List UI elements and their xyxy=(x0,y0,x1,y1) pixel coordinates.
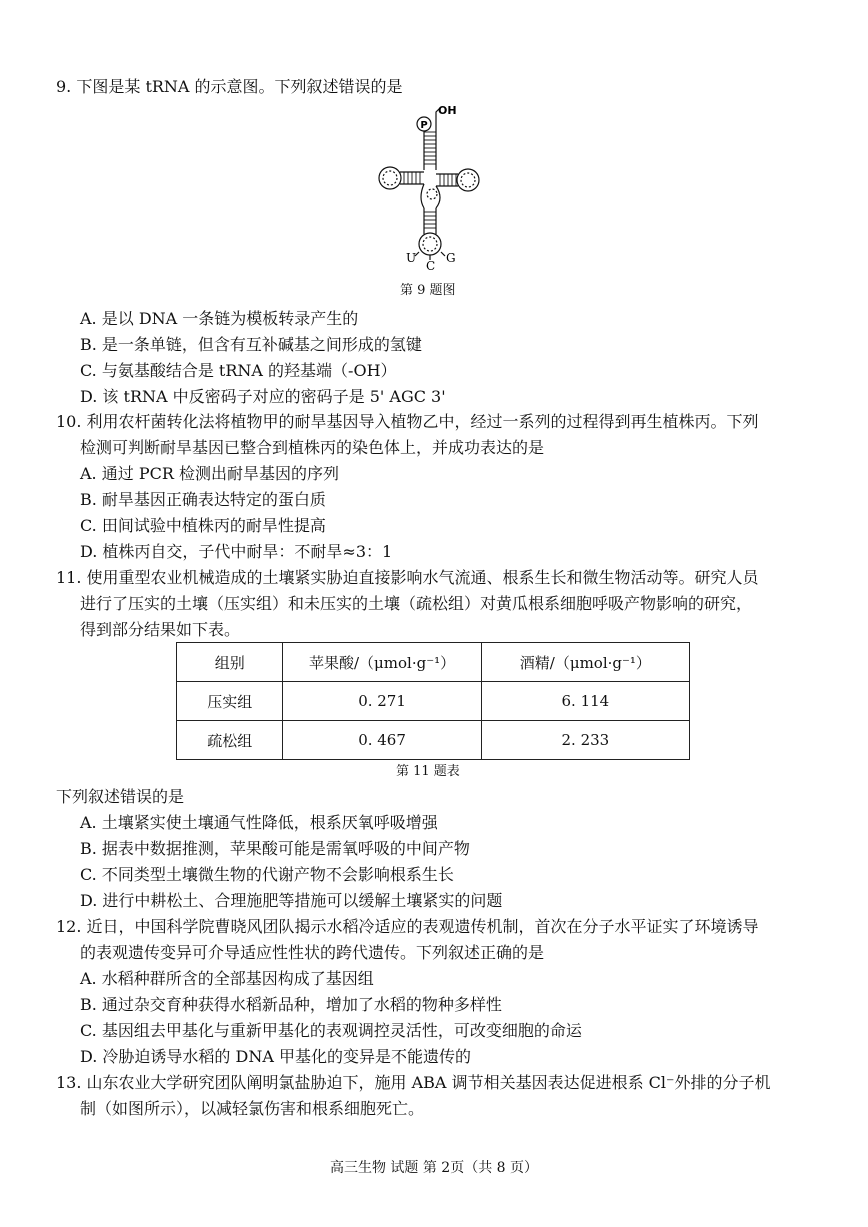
table-cell: 2. 233 xyxy=(481,721,689,760)
q10-option-d: D. 植株丙自交，子代中耐旱：不耐旱≈3：1 xyxy=(80,542,393,561)
q11-option-b: B. 据表中数据推测，苹果酸可能是需氧呼吸的中间产物 xyxy=(80,839,470,858)
q11-table-caption: 第 11 题表 xyxy=(396,764,460,779)
q11-option-d: D. 进行中耕松土、合理施肥等措施可以缓解土壤紧实的问题 xyxy=(80,891,503,910)
q11-stem-line-2: 进行了压实的土壤（压实组）和未压实的土壤（疏松组）对黄瓜根系细胞呼吸产物影响的研究， xyxy=(80,594,753,613)
q12-option-c: C. 基因组去甲基化与重新甲基化的表观调控灵活性，可改变细胞的命运 xyxy=(80,1021,582,1040)
table-header-cell: 苹果酸/（μmol·g⁻¹） xyxy=(283,643,481,682)
q11-option-a: A. 土壤紧实使土壤通气性降低，根系厌氧呼吸增强 xyxy=(80,813,438,832)
q12-option-d: D. 冷胁迫诱导水稻的 DNA 甲基化的变异是不能遗传的 xyxy=(80,1047,471,1066)
trna-diagram xyxy=(370,98,490,278)
table-row xyxy=(177,682,690,721)
anticodon-base-2: C xyxy=(426,259,436,273)
q9-figure-caption: 第 9 题图 xyxy=(400,283,456,298)
q12-option-b: B. 通过杂交育种获得水稻新品种，增加了水稻的物种多样性 xyxy=(80,995,502,1014)
q11-lead: 下列叙述错误的是 xyxy=(56,787,185,806)
phosphate-label: P xyxy=(420,120,428,131)
anticodon-base-1: U xyxy=(406,251,417,265)
q9-option-d: D. 该 tRNA 中反密码子对应的密码子是 5' AGC 3' xyxy=(80,387,446,406)
q10-option-b: B. 耐旱基因正确表达特定的蛋白质 xyxy=(80,490,326,509)
q10-stem-line-2: 检测可判断耐旱基因已整合到植株丙的染色体上，并成功表达的是 xyxy=(80,438,545,457)
q9-option-b: B. 是一条单链，但含有互补碱基之间形成的氢键 xyxy=(80,335,422,354)
q11-option-c: C. 不同类型土壤微生物的代谢产物不会影响根系生长 xyxy=(80,865,454,884)
table-cell: 0. 467 xyxy=(283,721,481,760)
table-cell: 6. 114 xyxy=(481,682,689,721)
table-header-row xyxy=(177,643,690,682)
q12-stem-line-1: 12. 近日，中国科学院曹晓风团队揭示水稻冷适应的表观遗传机制，首次在分子水平证实了环境诱导 xyxy=(56,917,759,936)
q10-option-c: C. 田间试验中植株丙的耐旱性提高 xyxy=(80,516,326,535)
table-header-cell: 组别 xyxy=(177,643,283,682)
q9-option-c: C. 与氨基酸结合是 tRNA 的羟基端（-OH） xyxy=(80,361,397,380)
oh-label: OH xyxy=(438,104,457,117)
table-cell: 压实组 xyxy=(177,682,283,721)
table-cell: 疏松组 xyxy=(177,721,283,760)
q11-stem-line-1: 11. 使用重型农业机械造成的土壤紧实胁迫直接影响水气流通、根系生长和微生物活动等。研究人员 xyxy=(56,568,759,587)
q11-data-table xyxy=(176,642,690,760)
page-footer: 高三生物 试题 第 2页（共 8 页） xyxy=(329,1160,539,1176)
table-cell: 0. 271 xyxy=(283,682,481,721)
q11-stem-line-3: 得到部分结果如下表。 xyxy=(80,620,241,639)
table-header-cell: 酒精/（μmol·g⁻¹） xyxy=(481,643,689,682)
q12-stem-line-2: 的表观遗传变异可介导适应性性状的跨代遗传。下列叙述正确的是 xyxy=(80,943,545,962)
q13-stem-line-2: 制（如图所示），以减轻氯伤害和根系细胞死亡。 xyxy=(80,1099,425,1118)
q9-option-a: A. 是以 DNA 一条链为模板转录产生的 xyxy=(80,309,359,328)
table-row xyxy=(177,721,690,760)
q12-option-a: A. 水稻种群所含的全部基因构成了基因组 xyxy=(80,969,374,988)
q13-stem-line-1: 13. 山东农业大学研究团队阐明氯盐胁迫下，施用 ABA 调节相关基因表达促进根系 Cl⁻外排的分子机 xyxy=(56,1073,771,1092)
q9-stem: 9. 下图是某 tRNA 的示意图。下列叙述错误的是 xyxy=(56,77,403,96)
q10-stem-line-1: 10. 利用农杆菌转化法将植物甲的耐旱基因导入植物乙中，经过一系列的过程得到再生植株丙。下列 xyxy=(56,412,759,431)
q10-option-a: A. 通过 PCR 检测出耐旱基因的序列 xyxy=(80,464,339,483)
anticodon-base-3: G xyxy=(446,251,456,265)
